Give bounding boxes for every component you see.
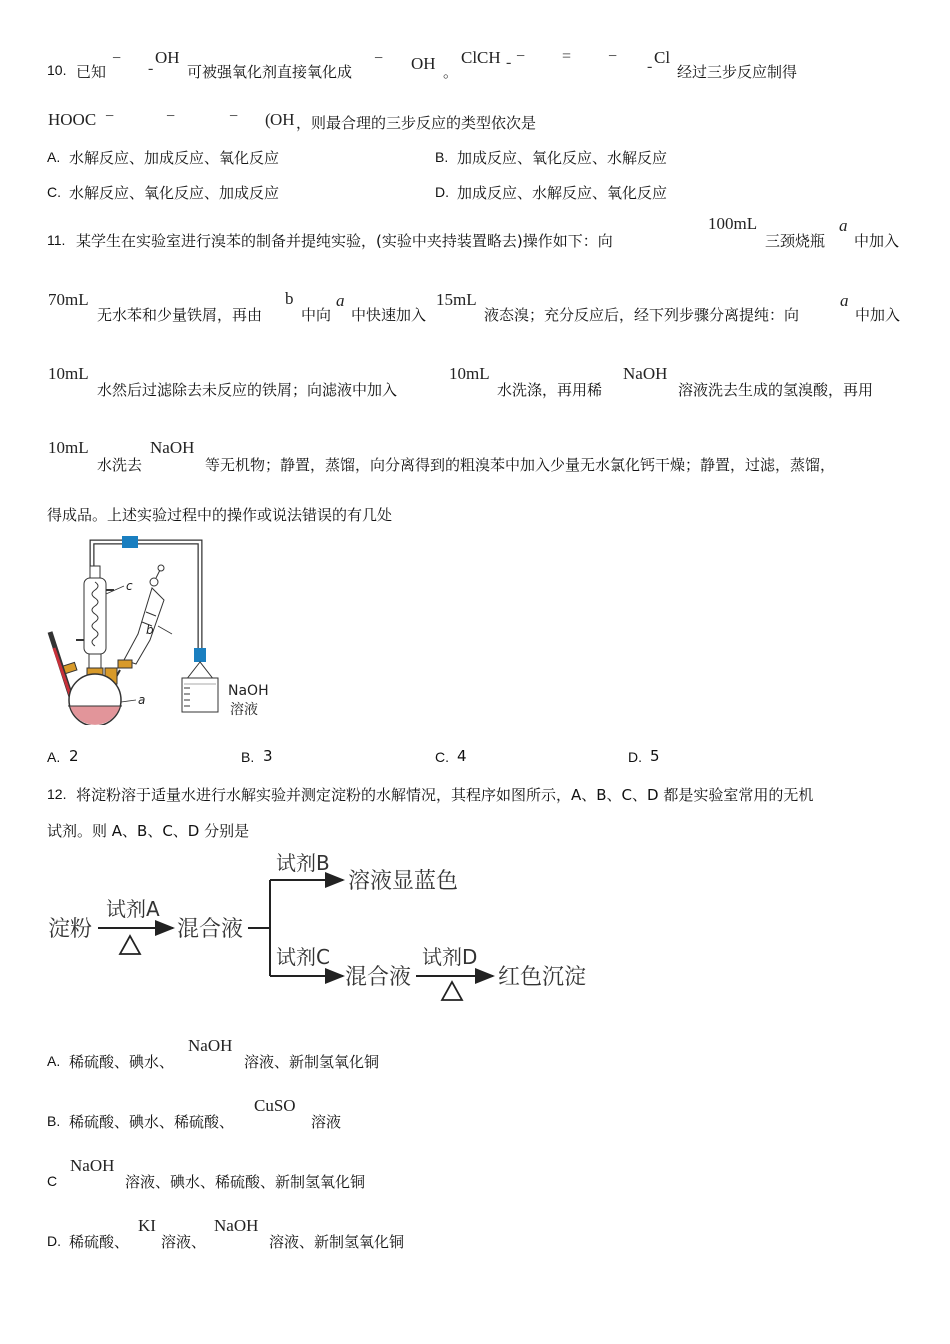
q11-formula: NaOH (150, 438, 195, 457)
q10-bond-dash: − (166, 108, 176, 125)
tube-connector-icon (194, 648, 206, 662)
label-b: b (146, 623, 154, 637)
q11-text: 水然后过滤除去未反应的铁屑；向滤液中加入 (97, 381, 398, 399)
q11-option-a-letter: A. (47, 749, 61, 765)
q11-formula: 10mL (449, 364, 490, 383)
naoh-label: NaOH (228, 683, 269, 699)
q10-formula-oh: OH (155, 48, 180, 67)
q11-text: 某学生在实验室进行溴苯的制备并提纯实验，(实验中夹持装置略去)操作如下：向 (76, 232, 613, 250)
q10-number: 10. (47, 62, 67, 78)
flow-reagent-b: 试剂B (276, 851, 330, 875)
q11-text: 三颈烧瓶 (765, 232, 826, 250)
q12-option-c-letter: C (47, 1173, 58, 1189)
flow-reagent-d: 试剂D (422, 945, 478, 969)
flow-result-blue: 溶液显蓝色 (348, 869, 459, 894)
q10-bond-dash: − (229, 108, 239, 125)
q11-text: 中加入 (854, 232, 900, 250)
q11-option-d[interactable]: 5 (650, 747, 660, 765)
flow-mixture-1: 混合液 (177, 917, 244, 942)
q10-formula-oh: ( (265, 110, 271, 129)
q10-bond-dash: − (105, 108, 115, 125)
q10-option-d[interactable]: 加成反应、水解反应、氧化反应 (457, 184, 668, 202)
q10-bond-dash: − (608, 48, 618, 65)
q12-option-d-text: 稀硫酸、 (69, 1233, 130, 1251)
q10-double-bond: = (562, 48, 572, 65)
q12-option-d-letter: D. (47, 1233, 61, 1249)
q10-text: 。 (443, 63, 459, 81)
q11-formula: 70mL (48, 290, 89, 309)
flow-mixture-2: 混合液 (345, 965, 412, 990)
q10-text: 已知 (76, 63, 107, 81)
q12-flow-diagram (40, 846, 610, 1006)
q12-option-a-letter: A. (47, 1053, 61, 1069)
q11-formula: a (839, 216, 848, 235)
flow-starch: 淀粉 (48, 917, 93, 942)
q11-formula: a (840, 291, 849, 310)
q11-option-c[interactable]: 4 (457, 747, 467, 765)
q10-option-b[interactable]: 加成反应、氧化反应、水解反应 (457, 149, 668, 167)
q12-option-b-text: 稀硫酸、碘水、稀硫酸、 (69, 1113, 235, 1131)
flow-reagent-c: 试剂C (276, 945, 330, 969)
q10-formula-cl: Cl (654, 48, 671, 67)
q10-bond-dash: - (647, 58, 653, 75)
flow-reagent-a: 试剂A (106, 897, 160, 921)
q12-option-d-formula: NaOH (214, 1216, 259, 1235)
q10-text: ，则最合理的三步反应的类型依次是 (296, 114, 537, 132)
q12-text: 试剂。则 A、B、C、D 分别是 (47, 822, 250, 840)
q11-text: 中加入 (855, 306, 901, 324)
q11-text: 液态溴；充分反应后，经下列步骤分离提纯：向 (484, 306, 800, 324)
q10-formula-clch: ClCH (461, 48, 501, 67)
q12-option-b-text: 溶液 (311, 1113, 342, 1131)
q12-option-b-letter: B. (47, 1113, 61, 1129)
q10-option-a-letter: A. (47, 149, 61, 165)
q11-number: 11. (47, 232, 66, 248)
q11-option-a[interactable]: 2 (69, 747, 79, 765)
q11-formula: 100mL (708, 214, 758, 233)
q12-option-a-formula: NaOH (188, 1036, 233, 1055)
q12-option-c-formula: NaOH (70, 1156, 115, 1175)
q11-option-b[interactable]: 3 (263, 747, 273, 765)
q12-option-d-text: 溶液、 (161, 1233, 207, 1251)
q11-text: 得成品。上述实验过程中的操作或说法错误的有几处 (47, 506, 393, 524)
q10-option-b-letter: B. (435, 149, 449, 165)
q10-formula-oh: OH (411, 54, 436, 73)
q11-text: 溶液洗去生成的氢溴酸，再用 (678, 381, 874, 399)
q10-formula-oh: OH (270, 110, 295, 129)
q12-option-b-formula: CuSO (254, 1096, 296, 1115)
heat-triangle-icon (120, 936, 140, 954)
q12-option-d-text: 溶液、新制氢氧化铜 (269, 1233, 405, 1251)
q10-bond-dash: - (506, 54, 512, 71)
q11-formula: NaOH (623, 364, 668, 383)
q10-text: 经过三步反应制得 (677, 63, 798, 81)
q11-apparatus-figure (40, 530, 290, 725)
q10-bond-dash: - (148, 60, 154, 77)
q11-text: 水洗涤，再用稀 (497, 381, 603, 399)
heat-triangle-icon (442, 982, 462, 1000)
q11-text: 无水苯和少量铁屑，再由 (97, 306, 263, 324)
q10-option-c-letter: C. (47, 184, 61, 200)
q11-formula: b (285, 289, 294, 308)
flow-result-red: 红色沉淀 (498, 965, 587, 990)
tube-connector-icon (122, 536, 138, 548)
q11-formula: 10mL (48, 364, 89, 383)
q10-option-c[interactable]: 水解反应、氧化反应、加成反应 (69, 184, 280, 202)
q11-option-d-letter: D. (628, 749, 642, 765)
label-c: c (126, 579, 133, 593)
q12-option-a-text: 稀硫酸、碘水、 (69, 1053, 175, 1071)
q11-formula: 15mL (436, 290, 477, 309)
q12-option-a-text: 溶液、新制氢氧化铜 (244, 1053, 380, 1071)
q11-text: 中快速加入 (351, 306, 427, 324)
label-a: a (138, 693, 146, 707)
q12-number: 12. (47, 786, 67, 802)
q10-option-a[interactable]: 水解反应、加成反应、氧化反应 (69, 149, 280, 167)
q11-option-c-letter: C. (435, 749, 449, 765)
q10-bond-dash: − (112, 50, 122, 67)
q11-text: 等无机物；静置，蒸馏，向分离得到的粗溴苯中加入少量无水氯化钙干燥；静置，过滤，蒸馏， (205, 456, 836, 474)
q10-bond-dash: − (374, 50, 384, 67)
q10-formula-hooc: HOOC (48, 110, 97, 129)
q12-text: 将淀粉溶于适量水进行水解实验并测定淀粉的水解情况，其程序如图所示，A、B、C、D 都是实验室常用的无机 (76, 786, 814, 804)
q10-option-d-letter: D. (435, 184, 449, 200)
q10-text: 可被强氧化剂直接氧化成 (187, 63, 353, 81)
q11-formula: 10mL (48, 438, 89, 457)
q11-option-b-letter: B. (241, 749, 255, 765)
q11-text: 水洗去 (97, 456, 143, 474)
q11-formula: a (336, 291, 345, 310)
q12-option-c-text: 溶液、碘水、稀硫酸、新制氢氧化铜 (125, 1173, 366, 1191)
q10-bond-dash: − (516, 48, 526, 65)
q11-text: 中向 (301, 306, 332, 324)
solution-label: 溶液 (230, 702, 258, 718)
q12-option-d-formula: KI (138, 1216, 156, 1235)
